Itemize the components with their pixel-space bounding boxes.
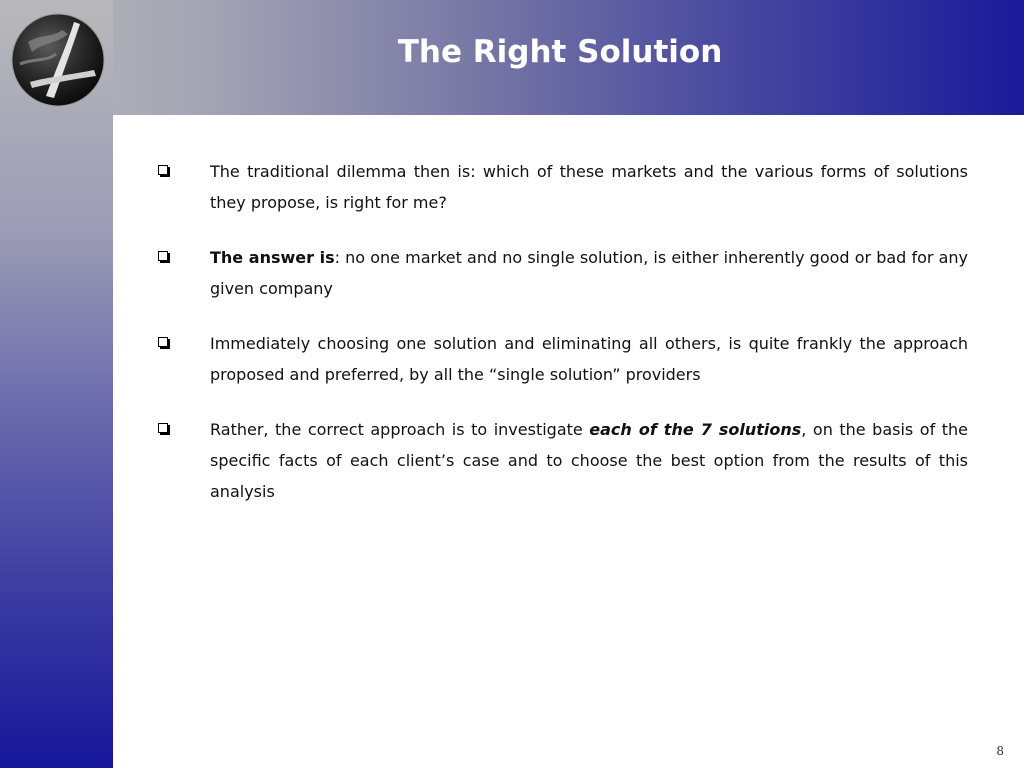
- bullet-bold-prefix: The answer is: [210, 248, 335, 267]
- bullet-text-after: , on the basis of the specific facts of each client’s case and to choose the best option from the results of this analysis: [210, 420, 969, 501]
- checkbox-icon: [158, 165, 172, 175]
- bullet-text-before: Rather, the correct approach is to investigate: [210, 420, 590, 439]
- bullet-text-body: The traditional dilemma then is: which of these markets and the various forms of solutions they propose, is right for me?: [210, 162, 968, 212]
- bullet-text: [210, 328, 968, 390]
- checkbox-icon: [158, 423, 172, 433]
- list-item: [158, 156, 968, 218]
- bullet-text: [210, 242, 968, 304]
- list-item: [158, 414, 968, 507]
- bullet-emphasis: each of the 7 solutions: [589, 420, 802, 439]
- bullet-text: [210, 414, 968, 507]
- list-item: [158, 328, 968, 390]
- bullet-text-body: : no one market and no single solution, is either inherently good or bad for any given company: [210, 248, 969, 298]
- checkbox-icon: [158, 337, 172, 347]
- bullet-text: [210, 156, 968, 218]
- stylized-letter-logo-icon: [10, 12, 106, 108]
- page-title: The Right Solution: [397, 34, 723, 70]
- list-item: [158, 242, 968, 304]
- bullet-text-body: Immediately choosing one solution and eliminating all others, is quite frankly the approach proposed and preferred, by all the “single solution” providers: [210, 334, 968, 384]
- left-band: [0, 0, 113, 768]
- checkbox-icon: [158, 251, 172, 261]
- page-number: 8: [996, 744, 1004, 758]
- bullet-list: [158, 156, 968, 531]
